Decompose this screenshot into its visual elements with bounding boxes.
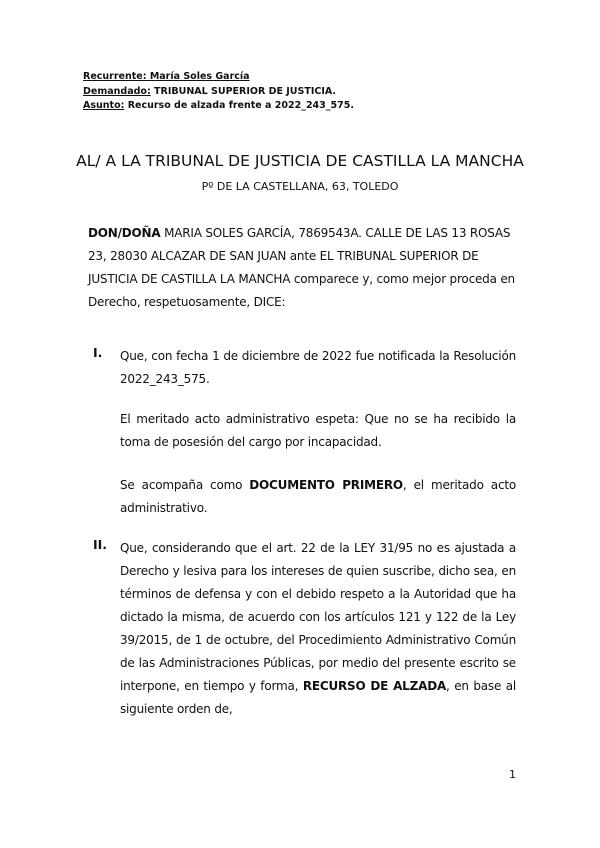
section-numeral: II. xyxy=(93,537,108,552)
header-asunto xyxy=(83,99,354,113)
intro-dice: comparece y, como mejor proceda en Derecho, respetuosamente, DICE: xyxy=(88,272,515,309)
demandado-label: Demandado: xyxy=(83,86,151,97)
page-number: 1 xyxy=(509,768,516,781)
asunto-value: Recurso de alzada frente a 2022_243_575. xyxy=(124,100,354,111)
section-1-paragraph-3 xyxy=(120,474,516,520)
intro-paragraph xyxy=(88,222,518,314)
text: , en base al siguiente orden de, xyxy=(120,679,517,716)
recurso-de-alzada: RECURSO DE ALZADA xyxy=(302,679,447,693)
intro-court: EL TRIBUNAL SUPERIOR DE JUSTICIA DE CASTILLA LA MANCHA xyxy=(88,249,479,286)
section-1-paragraph-1: Que, con fecha 1 de diciembre de 2022 fue notificada la Resolución 2022_243_575. xyxy=(120,349,516,386)
text: Que, considerando que el art. 22 de la LEY 31/95 no es ajustada a Derecho y lesiva para los intereses de quien suscribe, dicho sea, en términos de defensa y con el debido respeto a la Autoridad que ha dictado la misma, de acuerdo con los artículos 121 y 122 de la Ley 39/2015, de 1 de octubre, del Procedimiento Administrativo Común de las Administraciones Públicas, por medio del presente escrito se interpone, en tiempo y forma, xyxy=(120,541,516,693)
text: Se acompaña como xyxy=(120,478,250,492)
header-recurrente xyxy=(83,70,250,84)
intro-ante: ante xyxy=(289,249,317,263)
recurrente-label: Recurrente: María Soles García xyxy=(83,71,250,82)
documento-primero: DOCUMENTO PRIMERO xyxy=(249,478,403,492)
court-address: Pº DE LA CASTELLANA, 63, TOLEDO xyxy=(201,180,399,193)
section-1-paragraph-2: El meritado acto administrativo espeta: Que no se ha recibido la toma de posesión del cargo por incapacidad. xyxy=(120,412,516,449)
intro-party: MARIA SOLES GARCÍA, 7869543A. CALLE DE LAS 13 ROSAS 23, 28030 ALCAZAR DE SAN JUAN xyxy=(88,226,511,263)
section-numeral: I. xyxy=(93,345,103,360)
don-label: DON/DOÑA xyxy=(88,226,161,240)
asunto-label: Asunto: xyxy=(83,100,125,111)
document-title: AL/ A LA TRIBUNAL DE JUSTICIA DE CASTILLA LA MANCHA xyxy=(76,152,524,170)
header-demandado xyxy=(83,85,336,99)
demandado-value: TRIBUNAL SUPERIOR DE JUSTICIA. xyxy=(150,86,336,97)
section-2-paragraph-1 xyxy=(120,537,516,721)
text: , el meritado acto administrativo. xyxy=(120,478,517,515)
